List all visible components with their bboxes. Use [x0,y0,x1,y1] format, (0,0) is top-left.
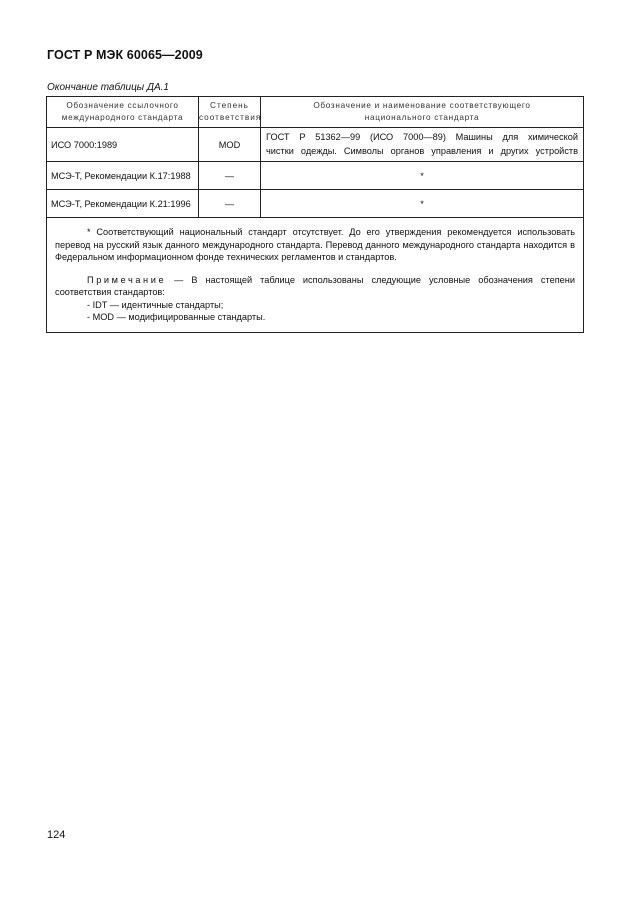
table-row [47,190,584,218]
page-number: 124 [47,829,66,841]
cell-degree: — [199,162,261,190]
cell-reference: МСЭ-Т, Рекомендации К.21:1996 [47,190,199,218]
column-header-line: международного стандарта [61,113,184,122]
table-row [47,128,584,162]
column-header-line: Обозначение ссылочного [66,101,179,110]
cell-national: * [261,162,584,190]
note-paragraph [55,274,575,299]
reference-table [46,96,584,333]
table-notes [47,218,584,333]
list-item: - IDT — идентичные стандарты; [87,299,224,310]
cell-reference: МСЭ-Т, Рекомендации К.17:1988 [47,162,199,190]
column-header-degree [199,97,261,128]
table-notes-row [47,218,584,333]
column-header-reference [47,97,199,128]
column-header-line: соответствия [199,113,262,122]
column-header-line: Обозначение и наименование соответствующего [313,101,531,110]
cell-national-line: чистки одежды. Символы органов управления и других устройств [266,146,578,156]
cell-national [261,128,584,162]
table-row [47,162,584,190]
cell-degree: MOD [199,128,261,162]
column-header-national [261,97,584,128]
table-header-row [47,97,584,128]
note-text: — В настоящей таблице использованы следующие условные обозначения степени соответствия стандартов: [55,274,575,297]
column-header-line: Степень [210,101,249,110]
cell-national: * [261,190,584,218]
list-item: - MOD — модифицированные стандарты. [87,312,266,322]
footnote-text: * Соответствующий национальный стандарт отсутствует. До его утверждения рекомендуется использовать перевод на русский язык данного международного стандарта. Перевод данного международного стандарта находится в Федеральном информационном фонде технических регламентов и стандартов. [55,227,575,262]
note-label: Примечание [87,274,167,285]
table-caption: Окончание таблицы ДА.1 [47,82,169,93]
document-header: ГОСТ Р МЭК 60065—2009 [47,48,203,62]
cell-degree: — [199,190,261,218]
cell-national-line: ГОСТ Р 51362—99 (ИСО 7000—89) Машины для химической [266,132,578,142]
column-header-line: национального стандарта [364,113,480,122]
cell-reference: ИСО 7000:1989 [47,128,199,162]
